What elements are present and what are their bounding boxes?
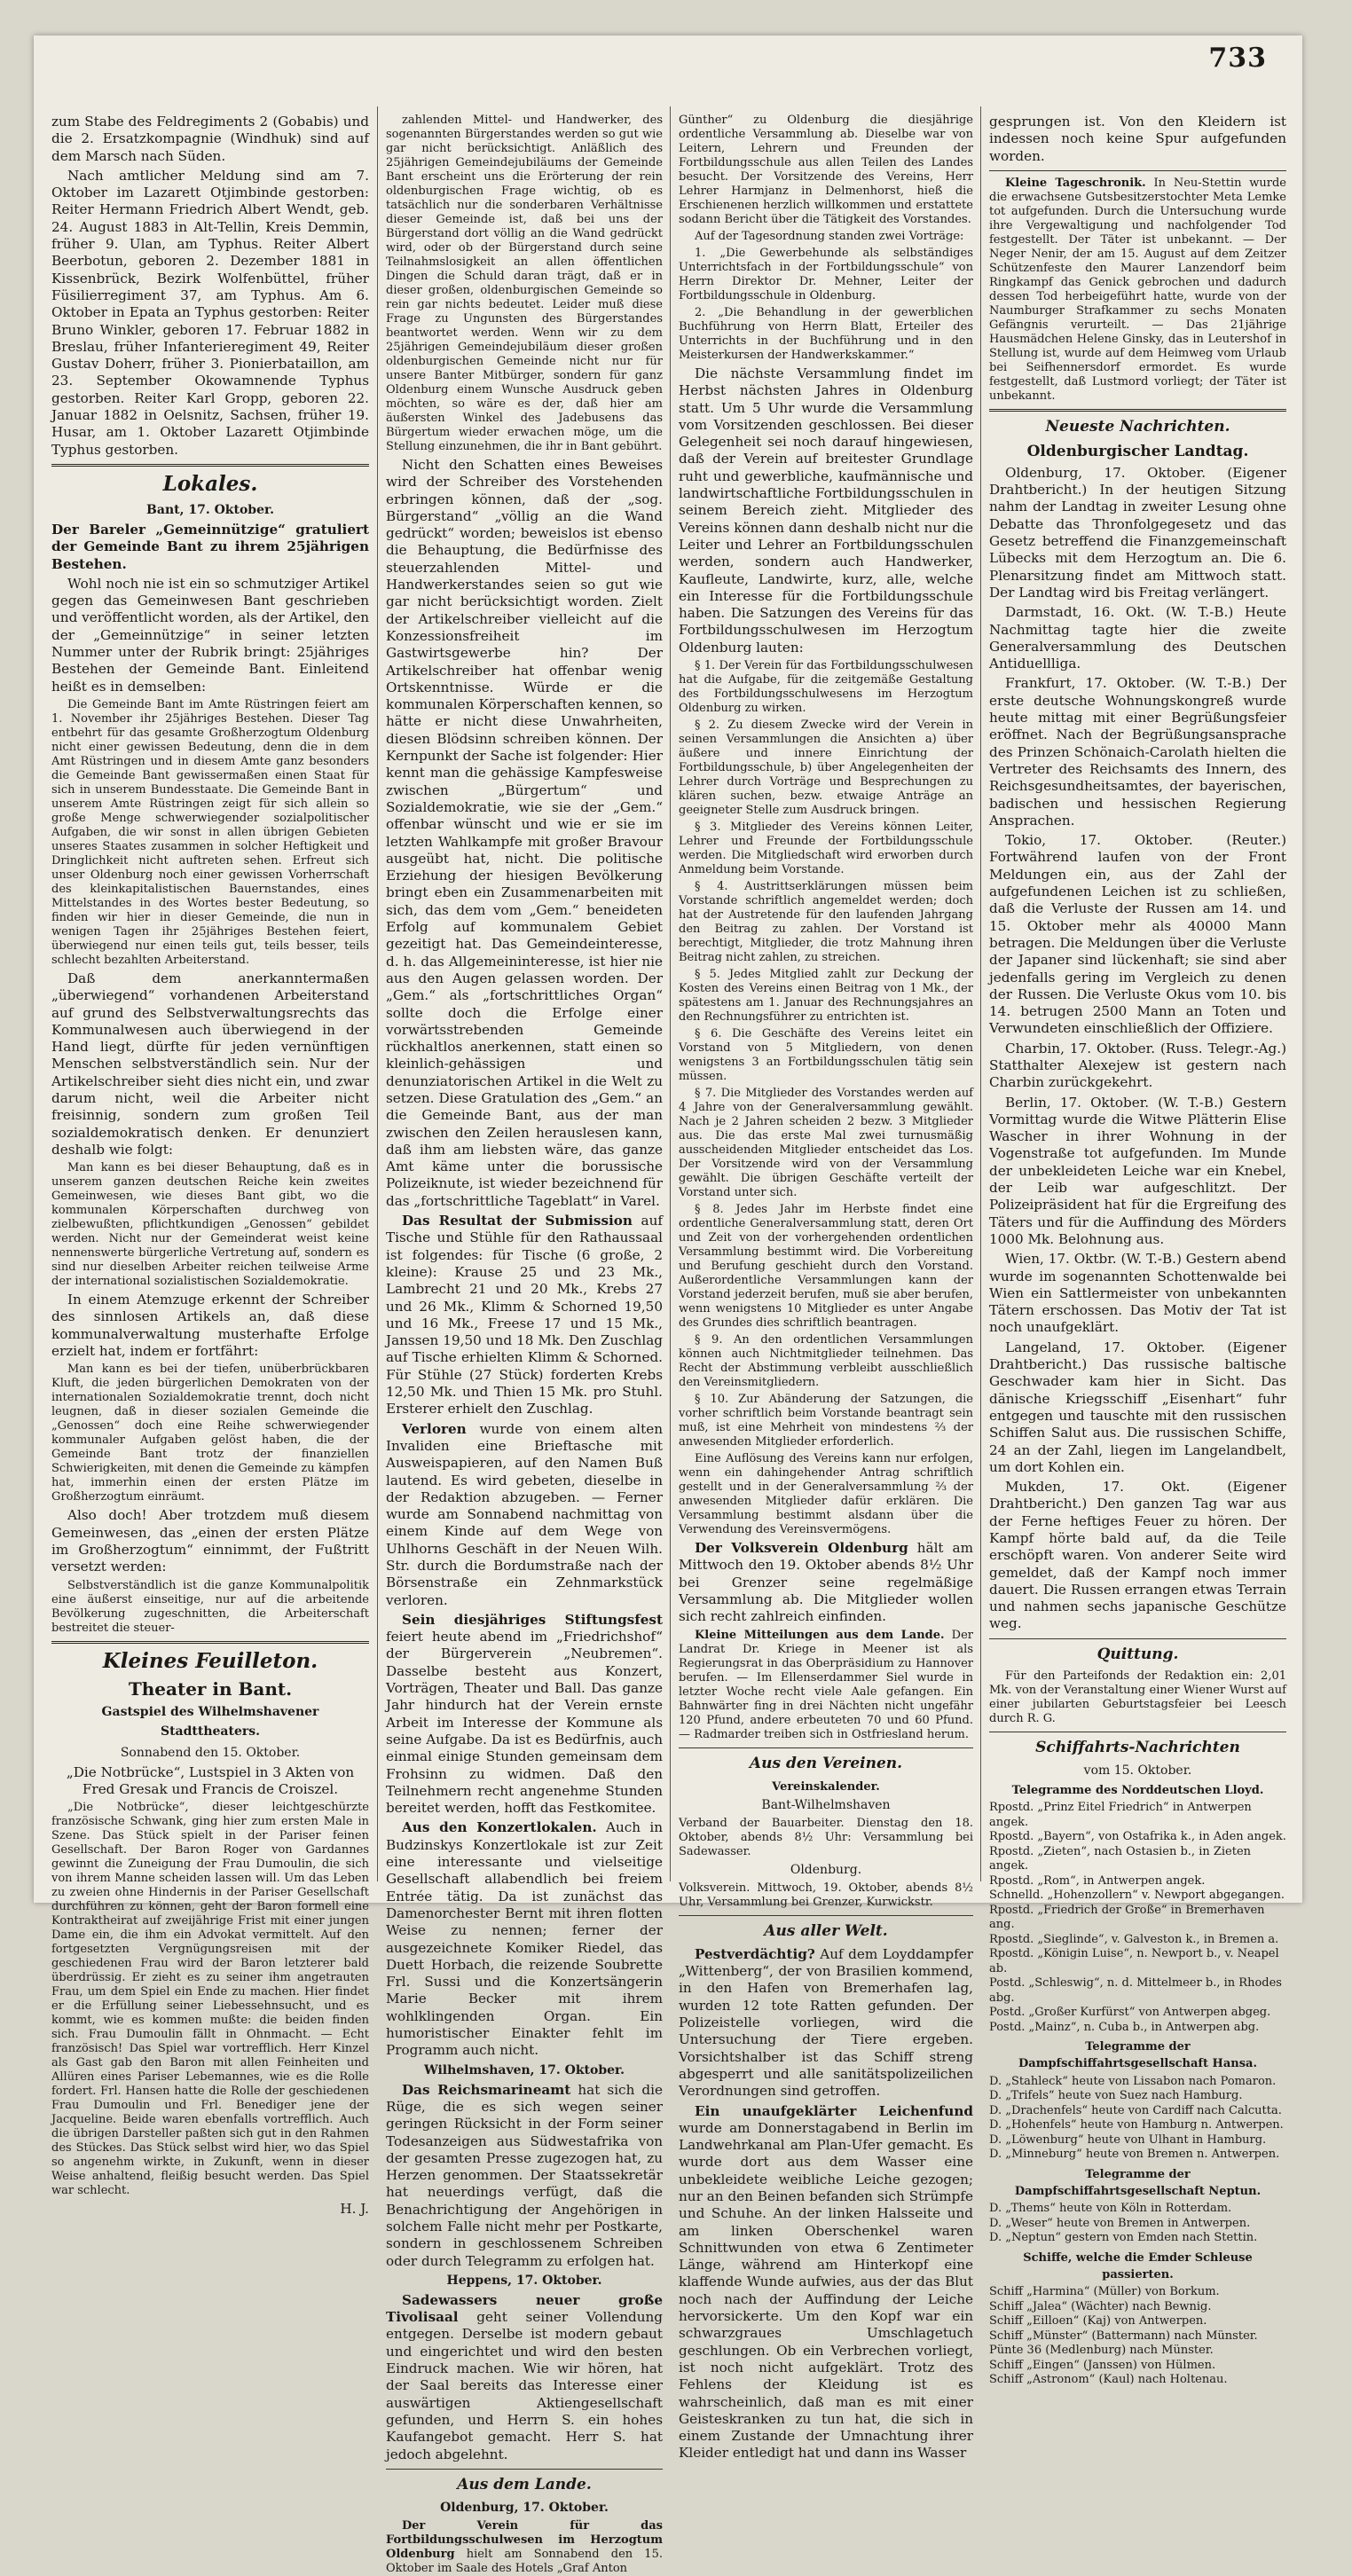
column-rule <box>670 106 671 1881</box>
item-lead: Der Verein für das Fortbildungsschulwesen im Herzogtum Oldenburg <box>386 2518 663 2561</box>
calendar-entry: Volksverein. Mittwoch, 19. Oktober, abends 8½ Uhr, Versammlung bei Grenzer, Kurwickstr. <box>679 1881 973 1909</box>
divider <box>989 409 1286 412</box>
shipping-entry: Schiff „Harmina“ (Müller) von Borkum. <box>989 2285 1220 2299</box>
shipping-entry: D. „Löwenburg“ heute von Ulhant in Hamburg. <box>989 2132 1267 2147</box>
section-heading: Aus aller Welt. <box>764 1921 888 1940</box>
dateline: vom 15. Oktober. <box>1083 1763 1192 1778</box>
section-heading: Aus den Vereinen. <box>749 1754 903 1772</box>
news-item: Mukden, 17. Okt. (Eigener Drahtbericht.) Den ganzen Tag war aus der Ferne heftiges Feuer zu hören. Der Kampf hörte bald auf, da die Teile erschöpft waren. Von anderer Seite wird gemeldet, daß der Kampf noch immer dauert. Die Russen errangen etwas Terrain und nahmen sechs japanische Geschütze weg. <box>989 1479 1286 1632</box>
column-rule <box>980 106 981 1881</box>
news-item: Berlin, 17. Oktober. (W. T.-B.) Gestern Vormittag wurde die Witwe Plätterin Elise Wascher in ihrer Wohnung in der Vogenstraße tot aufgefunden. Im Munde der unbekleideten Leiche war ein Knebel, der Leib war aufgeschlitzt. Der Polizeipräsident hat für die Ergreifung des Täters und für die Auffindung des Mörders 1000 Mk. Belohnung aus. <box>989 1094 1286 1247</box>
section-heading: Neueste Nachrichten. <box>1045 417 1230 436</box>
telegram-heading: Schiffe, welche die Emder Schleuse passierten. <box>1023 2250 1253 2282</box>
dateline: Bant, 17. Oktober. <box>146 502 274 517</box>
article-text: hielt am Sonnabend den 15. Oktober im Saale des Hotels „Graf Anton <box>386 2547 663 2575</box>
shipping-entry: Rpostd. „Königin Luise“, n. Newport b., v. Neapel ab. <box>989 1947 1279 1975</box>
telegram-heading: Telegramme des Norddeutschen Lloyd. <box>1011 1783 1264 1797</box>
shipping-entry: Rpostd. „Friedrich der Große“ in Bremerhaven ang. <box>989 1903 1265 1932</box>
section-subheading: Oldenburgischer Landtag. <box>1026 442 1249 460</box>
statute-text: § 7. Die Mitglieder des Vorstandes werden auf 4 Jahre von der Generalversammlung gewählt. Nach je 2 Jahren scheiden 2 bezw. 3 Mitglieder aus. Die das erste Mal zwei turnusmäßig ausscheidenden Mitglieder entscheidet das Los. Der Vorsitzende wird von der Versammlung gewählt. Die übrigen Geschäfte verteilt der Vorstand unter sich. <box>679 1087 973 1200</box>
quoted-text: Die Gemeinde Bant im Amte Rüstringen feiert am 1. November ihr 25jähriges Bestehen. Dieser Tag entbehrt für das gesamte Großherzogtum Oldenburg nicht einer gewissen Bedeutung, denn die in dem Amt Rüstringen und in diesem Amte ganz besonders die Gemeinde Bant gewissermaßen einen Staat für sich in unserem Bundesstaate. Die Gemeinde Bant in unserem Amte Rüstringen zeigt für sich allein so große Menge schwerwiegender sozialpolitischer Aufgaben, die wir sonst in allen übrigen Gebieten unseres Staates zusammen in solcher Heftigkeit und Dringlichkeit nicht auftreten sehen. Erfreut sich unser Oldenburg noch einer gewissen Vorherrschaft des kleinkapitalistischen Bauernstandes, eines Mittelstandes in des Wortes bester Bedeutung, so finden wir hier in dieser Gemeinde, die nun in wenigen Tagen ihr 25jähriges Bestehen feiert, überwiegend nur einen teils gut, teils besser, teils schlecht bezahlten Arbeiterstand. <box>51 697 369 967</box>
article-text: Daß dem anerkanntermaßen „überwiegend“ vorhandenen Arbeiterstand auf grund des Selbstverwaltungsrechts das Kommunalwesen auch überwiegend in der Hand liegt, dürfte für jeden vernünftigen Menschen selbstverständlich sein. Nur der Artikelschreiber sieht dies nicht ein, und zwar darum nicht, weil die Arbeiter nicht freisinnig, sondern zum großen Teil sozialdemokratisch denken. Er denunziert deshalb wie folgt: <box>51 970 369 1158</box>
shipping-entry: D. „Thems“ heute von Köln in Rotterdam. <box>989 2202 1232 2216</box>
article-text: gesprungen ist. Von den Kleidern ist indessen noch keine Spur aufgefunden worden. <box>989 114 1286 164</box>
shipping-list <box>989 2075 1286 2163</box>
newspaper-page <box>34 35 1302 2575</box>
calendar-title: Vereinskalender. <box>772 1779 880 1794</box>
shipping-entry: Rpostd. „Prinz Eitel Friedrich“ in Antwerpen angek. <box>989 1801 1252 1829</box>
shipping-entry: Schiff „Jalea“ (Wächter) nach Bewnig. <box>989 2299 1212 2313</box>
signature: H. J. <box>340 2201 369 2218</box>
divider <box>989 1638 1286 1639</box>
article-text: geht seiner Vollendung entgegen. Derselbe ist modern gebaut und eingerichtet und wird den besten Eindruck machen. Wie wir hören, hat der Saal bereits das Interesse einer auswärtigen Aktiengesellschaft gefunden, und Herrn S. ein hohes Kaufangebot gemacht. Herr S. hat jedoch abgelehnt. <box>386 2309 663 2462</box>
item-lead: Das Resultat der Submission <box>402 1213 633 1229</box>
article-headline: Der Bareler „Gemeinnützige“ gratuliert der Gemeinde Bant zu ihrem 25jährigen Bestehen. <box>51 521 369 572</box>
column-1 <box>51 114 369 2218</box>
divider <box>989 170 1286 171</box>
article-text: In einem Atemzuge erkennt der Schreiber des sinnlosen Artikels an, daß diese kommunalverwaltung musterhafte Erfolge erzielt hat, indem er fortfährt: <box>51 1292 369 1360</box>
shipping-entry: Schiff „Eingen“ (Janssen) von Hülmen. <box>989 2358 1216 2372</box>
shipping-entry: Rpostd. „Bayern“, von Ostafrika k., in Aden angek. <box>989 1830 1286 1844</box>
article-text: hat sich die Rüge, die es sich wegen seiner geringen Rücksicht in der Form seiner Todesanzeigen aus Südwestafrika von der gesamten Presse zugezogen hat, zu Herzen genommen. Der Staatssekretär hat neuerdings verfügt, daß die Benachrichtigung der Angehörigen in solchem Falle nicht mehr per Postkarte, sondern in geschlossenem Schreiben oder durch Telegramm zu erfolgen hat. <box>386 2081 663 2269</box>
statute-text: § 3. Mitglieder des Vereins können Leiter, Lehrer und Freunde der Fortbildungsschule werden. Die Mitgliedschaft wird erworben durch Anmeldung beim Vorstande. <box>679 821 973 877</box>
article-text: Der Landrat Dr. Kriege in Meener ist als Regierungsrat in das Oberpräsidium zu Hannover berufen. — Im Ellenserdammer Siel wurde in letzter Woche recht viele Aale gefangen. Ein Bahnwärter fing in drei Nächten nicht ungefähr 120 Pfund, andere erbeuteten 70 und 60 Pfund. — Radmarder treiben sich in Ostfriesland herum. <box>679 1628 973 1741</box>
calendar-place: Oldenburg. <box>790 1862 862 1877</box>
shipping-entry: Schiff „Eilloen“ (Kaj) von Antwerpen. <box>989 2314 1207 2329</box>
news-item: Frankfurt, 17. Oktober. (W. T.-B.) Der erste deutsche Wohnungskongreß wurde heute mittag mit einer Begrüßungsfeier eröffnet. Nach der Begrüßungsansprache des Prinzen Schönaich-Carolath hielten die Vertreter des Reichsamts des Innern, des Reichsgesundheitsamtes, der bayerischen, badischen und hessischen Regierung Ansprachen. <box>989 675 1286 829</box>
article-text: auf Tische und Stühle für den Rathaussaal ist folgendes: für Tische (6 große, 2 kleine): Krause 25 und 23 Mk., Lambrecht 21 und 20 Mk., Krebs 27 und 26 Mk., Klimm & Schorned 19,50 und 16 Mk., Freese 17 und 15 Mk., Janssen 19,50 und 18 Mk. Den Zuschlag auf Tische erhielten Klimm & Schorned. Für Stühle (27 Stück) forderten Krebs 12,50 Mk. und Thien 15 Mk. pro Stuhl. Ersterer erhielt den Zuschlag. <box>386 1213 663 1418</box>
item-lead: Ein unaufgeklärter Leichenfund <box>695 2102 973 2119</box>
dateline: Oldenburg, 17. Oktober. <box>440 2500 609 2515</box>
article-text: Günther“ zu Oldenburg die diesjährige ordentliche Versammlung ab. Dieselbe war von Leitern, Lehrern und Freunden der Fortbildungsschule aus allen Teilen des Landes besucht. Der Vorsitzende des Vereins, Herr Lehrer Harmjanz in Delmenhorst, hieß die Erschienenen herzlich willkommen und erstattete sodann Bericht über die Tätigkeit des Vorstandes. <box>679 114 973 226</box>
divider <box>386 2469 663 2470</box>
shipping-entry: D. „Hohenfels“ heute von Hamburg n. Antwerpen. <box>989 2118 1284 2132</box>
shipping-list <box>989 1801 1286 2035</box>
article-text: Wohl noch nie ist ein so schmutziger Artikel gegen das Gemeinwesen Bant geschrieben und veröffentlicht worden, als der Artikel, den der „Gemeinnützige“ in seiner letzten Nummer unter der Rubrik bringt: 25jähriges Bestehen der Gemeinde Bant. Einleitend heißt es in demselben: <box>51 575 369 695</box>
shipping-list <box>989 2202 1286 2246</box>
statute-text: § 8. Jedes Jahr im Herbste findet eine ordentliche Generalversammlung statt, deren Ort und Zeit von der vorhergehenden ordentlichen Versammlung bestimmt wird. Die Vorbereitung und Berufung geschieht durch den Vorstand. Außerordentliche Versammlungen kann der Vorstand jederzeit berufen, muß sie aber berufen, wenn wenigstens 10 Mitglieder es unter Angabe des Grundes dies schriftlich beantragen. <box>679 1203 973 1331</box>
article-text: zahlenden Mittel- und Handwerker, des sogenannten Bürgerstandes werden so gut wie gar nicht berücksichtigt. Anläßlich des 25jährigen Gemeindejubiläums der Gemeinde Bant erscheint uns die Erörterung der rein oldenburgischen Frage wichtig, ob es tatsächlich nur die sonderbaren Verhältnisse dieser Gemeinde ist, daß bei uns der Bürgerstand dort völlig an die Wand gedrückt wird, oder ob der Bürgerstand durch seine Teilnahmslosigkeit an allen öffentlichen Dingen die Schuld daran trägt, daß er in dieser großen, oldenburgischen Gemeinde so rein gar nichts bedeutet. Leider muß diese Frage zu Ungunsten des Bürgerstandes beantwortet werden. Wenn wir zu dem 25jährigen Gemeindejubiläum dieser großen oldenburgischen Gemeinde nicht nur für unsere Banter Mitbürger, sondern für ganz Oldenburg einem Wunsche Ausdruck geben möchten, so wäre es der, daß hier am äußersten Winkel des Jadebusens das Bürgertum wieder erwachen möge, um die Stellung einzunehmen, die ihr in Bant gebührt. <box>386 114 663 453</box>
item-lead: Das Reichsmarineamt <box>402 2081 571 2098</box>
statute-text: § 6. Die Geschäfte des Vereins leitet ein Vorstand von 5 Mitgliedern, von denen wenigstens 3 an Fortbildungsschulen tätig sein müssen. <box>679 1027 973 1084</box>
article-text: Nicht den Schatten eines Beweises wird der Schreiber des Vorstehenden erbringen können, daß der „sog. Bürgerstand“ „völlig an die Wand gedrückt“ worden; beweislos ist ebenso die Behauptung, die Bedürfnisse des steuerzahlenden Mittel- und Handwerkerstandes seien so gut wie gar nicht berücksichtigt worden. Zielt der Artikelschreiber vielleicht auf die Konzessionsfreiheit im Gastwirtsgewerbe hin? Der Artikelschreiber hat offenbar wenig Ortskenntnisse. Würde er die kommunalen Körperschaften kennen, so hätte er nicht diese Unwahrheiten, diesen Blödsinn schreiben können. Der Kernpunkt der Sache ist folgender: Hier kennt man die gehässige Kampfesweise zwischen „Bürgertum“ und Sozialdemokratie, wie sie der „Gem.“ offenbar wünscht und wie er sie im letzten Wahlkampfe mit großer Bravour ausgeübt hat, nicht. Die politische Erziehung der hiesigen Bevölkerung bringt eben ein Zusammenarbeiten mit sich, das dem vom „Gem.“ beneideten Erfolg auf kommunalem Gebiet gezeitigt hat. Das Gemeindeinteresse, d. h. das Allgemeininteresse, ist hier nie aus den Augen gelassen worden. Der „Gem.“ als „fortschrittliches Organ“ sollte doch die Erfolge einer vorwärtsstrebenden Gemeinde rückhaltlos anerkennen, statt einen so kleinlich-gehässigen und denunziatorischen Artikel in die Welt zu setzen. Diese Gratulation des „Gem.“ an die Gemeinde Bant, aus der man zwischen den Zeilen herauslesen kann, daß ihm am liebsten wäre, das ganze Amt käme unter die borussische Polizeiknute, ist wieder bezeichnend für das „fortschrittliche Tageblatt“ in Varel. <box>386 457 663 1209</box>
column-3 <box>679 114 973 2462</box>
item-lead: Aus den Konzertlokalen. <box>402 1819 597 1836</box>
article-text: 1. „Die Gewerbehunde als selbständiges Unterrichtsfach in der Fortbildungsschule“ von Herrn Direktor Dr. Mehner, Leiter der Fortbildungsschule in Oldenburg. <box>679 247 973 302</box>
item-lead: Kleine Tageschronik. <box>1005 176 1146 190</box>
item-lead: Sein diesjähriges Stiftungsfest <box>402 1611 663 1628</box>
shipping-entry: D. „Weser“ heute von Bremen in Antwerpen. <box>989 2216 1251 2230</box>
quoted-text: Man kann es bei dieser Behauptung, daß es in unserem ganzen deutschen Reiche kein zweites Gemeinwesen, wie dieses Bant gibt, wo die kommunalen Körperschaften durchweg von zielbewußten, pflichtkundigen „Genossen“ gebildet werden. Nicht nur der Gemeinderat weist keine nennenswerte bürgerliche Vertretung auf, sondern es sind nur dieselben Arbeiter reichen teilweise Arme der international sozialistischen Sozialdemokratie. <box>51 1161 369 1289</box>
article-text: In Neu-Stettin wurde die erwachsene Gutsbesitzerstochter Meta Lemke tot aufgefunden. Durch die Untersuchung wurde ihre Vergewaltigung und nachfolgender Tod festgestellt. Der Täter ist unbekannt. — Der Neger Nenir, der am 15. August auf dem Zeitzer Schützenfeste den Maurer Lanzendorf beim Ringkampf das Genick gebrochen und dadurch dessen Tod herbeigeführt hatte, wurde von der Naumburger Strafkammer zu sechs Monaten Gefängnis verurteilt. — Das 21jährige Hausmädchen Helene Ginsky, das in Leutershof in Stellung ist, wurde auf dem Heimweg vom Urlaub bei Seifhennersdorf ermordet. Es wurde festgestellt, daß Lustmord vorliegt; der Täter ist unbekannt. <box>989 176 1286 403</box>
dateline: Sonnabend den 15. Oktober. <box>120 1745 301 1760</box>
divider <box>679 1915 973 1916</box>
article-subtitle: Gastspiel des Wilhelmshavener Stadttheaters. <box>101 1704 319 1739</box>
shipping-entry: D. „Stahleck“ heute von Lissabon nach Pomaron. <box>989 2074 1277 2088</box>
telegram-heading: Telegramme der Dampfschiffahrtsgesellschaft Neptun. <box>1014 2167 1262 2198</box>
dateline: Heppens, 17. Oktober. <box>446 2273 602 2288</box>
section-heading: Schiffahrts-Nachrichten <box>1035 1738 1240 1756</box>
article-text: wurde von einem alten Invaliden eine Brieftasche mit Ausweispapieren, auf den Namen Buß lautend. Es wird gebeten, dieselbe in der Redaktion abzugeben. — Ferner wurde am Sonnabend nachmittag von einem Kinde auf dem Wege von Uhlhorns Geschäft in der Neuen Wilh. Str. durch die Bordumstraße nach der Börsenstraße ein Zehnmarkstück verloren. <box>386 1420 663 1608</box>
item-lead: Pestverdächtig? <box>695 1945 815 1962</box>
divider <box>51 464 369 467</box>
divider <box>679 1747 973 1748</box>
shipping-entry: Rpostd. „Sieglinde“, v. Galveston k., in Bremen a. <box>989 1932 1279 1946</box>
column-rule <box>377 106 378 1881</box>
shipping-entry: Schnelld. „Hohenzollern“ v. Newport abgegangen. <box>989 1889 1285 1903</box>
news-item: Charbin, 17. Oktober. (Russ. Telegr.-Ag.) Statthalter Alexejew ist gestern nach Charbin zurückgekehrt. <box>989 1040 1286 1091</box>
shipping-entry: Schiff „Astronom“ (Kaul) nach Holtenau. <box>989 2373 1228 2387</box>
shipping-entry: Schiff „Münster“ (Battermann) nach Münster. <box>989 2329 1258 2343</box>
news-item: Darmstadt, 16. Okt. (W. T.-B.) Heute Nachmittag tagte hier die zweite Generalversammlung des Deutschen Antiduellliga. <box>989 604 1286 672</box>
article-text: Auch in Budzinskys Konzertlokale ist zur Zeit eine interessante und vielseitige Gesellschaft allabendlich bei freiem Entrée tätig. Da ist zunächst das Damenorchester Bernt mit ihren flotten Weise zu nennen; ferner der ausgezeichnete Komiker Riedel, das Duett Horbach, die reizende Soubrette Frl. Sussi und die Konzertsängerin Marie Becker mit ihrem wohlklingenden Organ. Ein humoristischer Einakter fehlt im Programm auch nicht. <box>386 1819 663 2059</box>
item-lead: Sadewassers neuer große Tivolisaal <box>386 2291 663 2326</box>
shipping-entry: D. „Drachenfels“ heute von Cardiff nach Calcutta. <box>989 2103 1282 2117</box>
article-text: feiert heute abend im „Friedrichshof“ der Bürgerverein „Neubremen“. Dasselbe besteht aus Konzert, Vorträgen, Theater und Ball. Das ganze Jahr hindurch hat der Verein ernste Arbeit im Interesse der Kommune als seine Aufgabe. Da ist es Bedürfnis, auch einmal einige Stunden gemeinsam dem Frohsinn zu widmen. Daß den Teilnehmern recht angenehme Stunden bereitet werden, hofft das Festkomitee. <box>386 1629 663 1817</box>
article-text: Auf der Tagesordnung standen zwei Vorträge: <box>695 230 964 243</box>
section-heading: Lokales. <box>162 471 258 496</box>
article-text: Nach amtlicher Meldung sind am 7. Oktober im Lazarett Otjimbinde gestorben: Reiter Hermann Friedrich Albert Wendt, geb. 24. August 1883 in Alt-Tellin, Kreis Demmin, früher 9. Ulan, am Typhus. Reiter Albert Beerbotun, geboren 2. Dezember 1881 in Kissenbrück, Bezirk Wolfenbüttel, früher Füsilierregiment 37, am Typhus. Am 6. Oktober in Epata an Typhus gestorben: Reiter Bruno Winkler, geboren 17. Februar 1882 in Breslau, früher Infanterieregiment 49, Reiter Gustav Doherr, früher 3. Pionierbataillon, am 23. September Okowamnende Typhus gestorben. Reiter Karl Gropp, geboren 22. Januar 1882 in Oelsnitz, Sachsen, früher 19. Husar, am 1. Oktober Lazarett Otjimbinde Typhus gestorben. <box>51 167 369 458</box>
statute-text: § 9. An den ordentlichen Versammlungen können auch Nichtmitglieder teilnehmen. Das Recht der Abstimmung verbleibt ausschließlich den Vereinsmitgliedern. <box>679 1333 973 1390</box>
article-text: wurde am Donnerstagabend in Berlin im Landwehrkanal am Plan-Ufer gemacht. Es wurde dort aus dem Wasser eine unbekleidete weibliche Leiche gezogen; nur an den Beinen befanden sich Strümpfe und Schuhe. An der linken Halsseite und am linken Oberschenkel waren Schnittwunden von etwa 6 Zentimeter Länge, während am Hinterkopf eine klaffende Wunde aufwies, aus der das Blut noch nach der Auffindung der Leiche hervorsickerte. Um den Kopf war ein schwarzgraues Umschlagetuch geschlungen. Ob ein Verbrechen vorliegt, ist noch nicht aufgeklärt. Trotz des Fehlens der Kleidung ist es wahrscheinlich, daß man es mit einer Geisteskranken zu tun hat, die sich in einem Zustande der Umnachtung ihrer Kleider entledigt hat und dann ins Wasser <box>679 2119 973 2462</box>
item-lead: Kleine Mitteilungen aus dem Lande. <box>695 1628 945 1642</box>
shipping-entry: Postd. „Mainz“, n. Cuba b., in Antwerpen abg. <box>989 2020 1260 2034</box>
item-lead: Der Volksverein Oldenburg <box>695 1540 908 1557</box>
dateline: Wilhelmshaven, 17. Oktober. <box>423 2062 625 2077</box>
article-title: Theater in Bant. <box>128 1677 293 1700</box>
article-text: zum Stabe des Feldregiments 2 (Gobabis) und die 2. Ersatzkompagnie (Windhuk) sind auf dem Marsch nach Süden. <box>51 114 369 164</box>
calendar-entry: Verband der Bauarbeiter. Dienstag den 18. Oktober, abends 8½ Uhr: Versammlung bei Sadewasser. <box>679 1816 973 1858</box>
column-4 <box>989 114 1286 2387</box>
divider <box>51 1641 369 1644</box>
shipping-entry: Rpostd. „Rom“, in Antwerpen angek. <box>989 1873 1206 1888</box>
section-heading: Quittung. <box>1097 1645 1179 1663</box>
statute-text: § 5. Jedes Mitglied zahlt zur Deckung der Kosten des Vereins einen Beitrag von 1 Mk., der spätestens am 1. Januar des Rechnungsjahres an den Rechnungsführer zu entrichten ist. <box>679 968 973 1025</box>
shipping-entry: Pünte 36 (Medlenburg) nach Münster. <box>989 2344 1214 2358</box>
statute-text: § 2. Zu diesem Zwecke wird der Verein in seinen Versammlungen die Ansichten a) über äußere und innere Einrichtung der Fortbildungsschule, b) über Angelegenheiten der Lehrer durch Vorträge und Besprechungen zu klären suchen, bezw. etwaige Anträge an geeigneter Stelle zum Ausdruck bringen. <box>679 719 973 818</box>
shipping-entry: Postd. „Großer Kurfürst“ von Antwerpen abgeg. <box>989 2006 1271 2020</box>
news-item: Oldenburg, 17. Oktober. (Eigener Drahtbericht.) In der heutigen Sitzung nahm der Landtag in zweiter Lesung ohne Debatte das Thronfolgegesetz und das Gesetz betreffend die Finanzgemeinschaft Lübecks mit dem Herzogtum an. Die 6. Plenarsitzung findet am Mittwoch statt. Der Landtag wird bis Freitag verlängert. <box>989 464 1286 601</box>
article-text: Also doch! Aber trotzdem muß diesem Gemeinwesen, das „einen der ersten Plätze im Großherzogtum“ einnimmt, der Fußtritt versetzt werden: <box>51 1507 369 1575</box>
item-lead: Verloren <box>402 1420 467 1437</box>
article-text: hält am Mittwoch den 19. Oktober abends 8½ Uhr bei Grenzer seine regelmäßige Versammlung ab. Die Mitglieder wollen sich recht zahlreich einfinden. <box>679 1540 973 1625</box>
quoted-text: Selbstverständlich ist die ganze Kommunalpolitik eine äußerst einseitige, nur auf die arbeitende Bevölkerung zugeschnitten, die Arbeiterschaft bestreitet die steuer- <box>51 1578 369 1635</box>
page-number: 733 <box>1208 43 1267 74</box>
article-text: 2. „Die Behandlung in der gewerblichen Buchführung von Herrn Blatt, Erteiler des Unterrichts in der Buchführung und in den Meisterkursen der Handwerkskammer.“ <box>679 306 973 362</box>
shipping-entry: D. „Minneburg“ heute von Bremen n. Antwerpen. <box>989 2148 1280 2162</box>
statute-text: § 10. Zur Abänderung der Satzungen, die vorher schriftlich beim Vorstande beantragt sein muß, ist eine Mehrheit von mindestens ⅔ der anwesenden Mitglieder erforderlich. <box>679 1393 973 1449</box>
section-heading: Kleines Feuilleton. <box>102 1648 318 1673</box>
news-item: Langeland, 17. Oktober. (Eigener Drahtbericht.) Das russische baltische Geschwader kam hier in Sicht. Das dänische Kriegsschiff „Eisenhart“ fuhr entgegen und tauschte mit den russischen Schiffen Salut aus. Die russischen Schiffe, 24 an der Zahl, liegen im Langelandbelt, um dort Kohlen ein. <box>989 1339 1286 1475</box>
section-heading: Aus dem Lande. <box>457 2475 592 2494</box>
news-item: Wien, 17. Oktbr. (W. T.-B.) Gestern abend wurde im sogenannten Schottenwalde bei Wien ein Sattlermeister von unbekannten Tätern erschossen. Das Motiv der Tat ist noch unaufgeklärt. <box>989 1251 1286 1336</box>
shipping-entry: D. „Trifels“ heute von Suez nach Hamburg. <box>989 2089 1243 2103</box>
telegram-heading: Telegramme der Dampfschiffahrtsgesellschaft Hansa. <box>1018 2040 1257 2071</box>
receipt-text: Für den Parteifonds der Redaktion ein: 2,01 Mk. von der Veranstaltung einer Wiener Wurst auf einer jubilarten Geburtstagsfeier bei Leesch durch R. G. <box>989 1669 1286 1725</box>
statute-text: § 4. Austrittserklärungen müssen beim Vorstande schriftlich angemeldet werden; doch hat der Austretende für den laufenden Jahrgang den Beitrag zu zahlen. Der Vorstand ist berechtigt, Mitglieder, die trotz Mahnung ihren Beitrag nicht zahlen, zu streichen. <box>679 880 973 965</box>
shipping-entry: Rpostd. „Zieten“, nach Ostasien b., in Zieten angek. <box>989 1844 1252 1873</box>
article-text: „Die Notbrücke“, dieser leichtgeschürzte französische Schwank, ging hier zum ersten Male in Szene. Das Stück spielt in der Pariser feinen Gesellschaft. Der Baron Roger von Gardannes gewinnt die Zuneigung der Frau Dumoulin, die sich von ihrem Manne scheiden lassen will. Um das Leben zu zweien ohne Hindernis in der Pariser Gesellschaft durchführen zu können, geht der Baron formell eine Kontraktheirat auf zweijährige Frist mit einer jungen Dame ein, die ihm ein Advokat vermittelt. Auf den fortgesetzten Vergnügungsreisen mit der geschiedenen Frau wird der Baron letzterer bald überdrüssig. Er zieht es zu seiner ihm angetrauten Frau, um dem Spiel ein Ende zu machen. Hier findet er die Erfüllung seiner Liebessehnsucht, und es kommt, wie es kommen mußte: die beiden finden sich. Frau Dumoulin fällt in Ohnmacht. — Echt französisch! Das Spiel war vortrefflich. Herr Kinzel als Gast gab den Baron mit allen Feinheiten und Allüren eines Pariser Lebemannes, wie es die Rolle fordert. Frl. Hansen hatte die Rolle der geschiedenen Frau Dumoulin und Frl. Benediger jene der Jacqueline. Beide waren ebenfalls vortrefflich. Auch die übrigen Darsteller paßten sich gut in den Rahmen des Stückes. Das Stück selbst wird hier, wo das Spiel so angenehm wirkte, in Zukunft, wenn in dieser Weise anhaltend, fleißig besucht werden. Das Spiel war schlecht. <box>51 1801 369 2198</box>
shipping-entry: Postd. „Schleswig“, n. d. Mittelmeer b., in Rhodes abg. <box>989 1976 1282 2005</box>
article-text: Auf dem Loyddampfer „Wittenberg“, der von Brasilien kommend, in den Hafen von Bremerhafen lag, wurden 12 tote Ratten gefunden. Der Polizeistelle vorliegen, wird die Untersuchung der Tiere ergeben. Vorsichtshalber ist das Schiff streng abgesperrt und alle sanitätspolizeilichen Verordnungen sind getroffen. <box>679 1945 973 2100</box>
quoted-text: Man kann es bei der tiefen, unüberbrückbaren Kluft, die jeden bürgerlichen Demokraten von der internationalen Sozialdemokratie trennt, doch nicht leugnen, daß in dieser sozialen Gemeinde die „Genossen“ doch eine Reihe schwerwiegender kommunaler Aufgaben gelöst haben, die der Gemeinde Bant trotz der finanziellen Schwierigkeiten, mit denen die Gemeinde zu kämpfen hat, immerhin einen der ersten Plätze im Großherzogtum einräumt. <box>51 1363 369 1504</box>
column-2 <box>386 114 663 2575</box>
news-item: Tokio, 17. Oktober. (Reuter.) Fortwährend laufen von der Front Meldungen ein, aus der Zahl der aufgefundenen Leichen ist zu schließen, daß die Verluste der Russen am 14. und 15. Oktober mehr als 40000 Mann betragen. Die Meldungen über die Verluste der Japaner sind lückenhaft; sie sind aber jedenfalls gering im Vergleich zu denen der Russen. Die Verluste Okus vom 10. bis 14. betrugen 2500 Mann an Toten und Verwundeten einschließlich der Offiziere. <box>989 832 1286 1037</box>
shipping-entry: D. „Neptun“ gestern von Emden nach Stettin. <box>989 2231 1258 2245</box>
shipping-list <box>989 2285 1286 2388</box>
article-text: Die nächste Versammlung findet im Herbst nächsten Jahres in Oldenburg statt. Um 5 Uhr wurde die Versammlung vom Vorsitzenden geschlossen. Bei dieser Gelegenheit sei noch darauf hingewiesen, daß der Verein auf breitester Grundlage ruht und gewerbliche, kaufmännische und landwirtschaftliche Fortbildungsschulen in seinem Bereich zieht. Mitglieder des Vereins können dann deshalb nicht nur die Leiter und Lehrer an Fortbildungsschulen werden, sondern auch Handwerker, Kaufleute, Landwirte, kurz, alle, welche ein Interesse für die Fortbildungsschule haben. Die Satzungen des Vereins für das Fortbildungsschulwesen im Herzogtum Oldenburg lauten: <box>679 365 973 656</box>
play-title: „Die Notbrücke“, Lustspiel in 3 Akten von Fred Gresak und Francis de Croiszel. <box>66 1763 355 1797</box>
statute-text: § 1. Der Verein für das Fortbildungsschulwesen hat die Aufgabe, für die zeitgemäße Gestaltung des Fortbildungsschulwesens im Herzogtum Oldenburg zu wirken. <box>679 659 973 716</box>
calendar-place: Bant-Wilhelmshaven <box>761 1797 891 1812</box>
statute-text: Eine Auflösung des Vereins kann nur erfolgen, wenn ein dahingehender Antrag schriftlich gestellt und in der Generalversammlung ⅔ der anwesenden Mitglieder dafür erklären. Die Versammlung bestimmt alsdann über die Verwendung des Vereinsvermögens. <box>679 1452 973 1537</box>
